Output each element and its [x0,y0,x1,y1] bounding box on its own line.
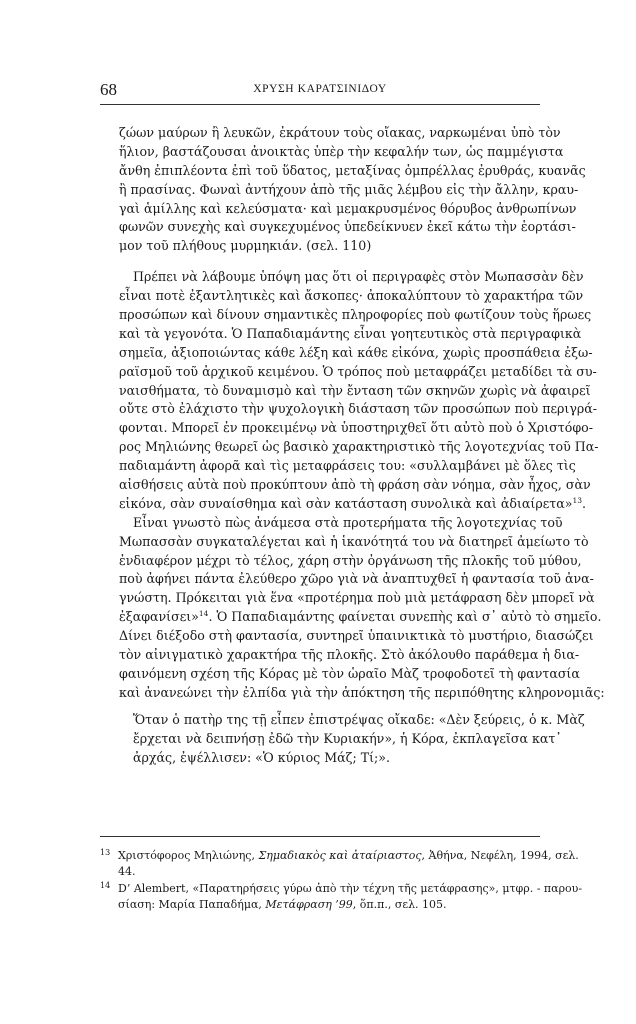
text-line: μον τοῦ πλήθους μυρμηκιάν. (σελ. 110) [119,238,372,254]
quote-line: ἀρχάς, ἐψέλλισεν: «Ὁ κύριος Μάζ; Τί;». [133,749,390,765]
footnote-ref-13[interactable]: 13 [572,495,582,505]
book-title: Μετάφραση ’99 [265,897,353,911]
text-span: εἰκόνα, σὰν συναίσθημα καὶ σὰν κατάσταση συνολικὰ καὶ ἀδιαίρετα» [119,495,573,511]
text-line: ναισθήματα, τὸ δυναμισμὸ καὶ τὴν ἔνταση τῶν σκηνῶν χωρὶς νὰ ἀφαιρεῖ [119,382,591,398]
running-title: ΧΡΥΣΗ ΚΑΡΑΤΣΙΝΙΔΟΥ [253,83,387,95]
running-head [100,80,540,102]
footnote-13 [100,848,579,879]
text-line: παδιαμάντη ἀφορᾶ καὶ τὶς μεταφράσεις του: «συλλαμβάνει μὲ ὅλες τὶς [119,458,576,474]
text-line: Μωπασσὰν συγκαταλέγεται καὶ ἡ ἱκανότητά του νὰ διατηρεῖ ἀμείωτο τὸ [119,533,589,549]
footnote-text: Χριστόφορος Μηλιώνης, [118,849,259,862]
quote-line: Ὅταν ὁ πατὴρ της τῇ εἶπεν ἐπιστρέψας οἴκαδε: «Δὲν ξεύρεις, ὁ κ. Μὰζ [133,711,585,727]
footnote-line: 44. [118,864,136,878]
footnote-14 [100,881,583,912]
footnote-line [118,848,579,864]
text-line: ζώων μαύρων ἢ λευκῶν, ἐκράτουν τοὺς οἴακας, ναρκωμέναι ὑπὸ τὸν [119,125,561,140]
header-rule [100,104,540,105]
text-span: ἐξαφανίσει» [119,609,199,625]
text-line: ἄνθη ἐπιπλέοντα ἐπὶ τοῦ ὕδατος, μεταξίνας ὀμπρέλλας ἐρυθράς, κυανᾶς [119,162,586,178]
footnote-rule [100,836,540,837]
text-line: φονται. Μπορεῖ ἐν προκειμένῳ νὰ ὑποστηριχθεῖ ὅτι αὐτὸ ποὺ ὁ Χριστόφο- [119,420,593,436]
quote-line: ἔρχεται νὰ δειπνήσῃ ἐδῶ τὴν Κυριακήν», ἡ Κόρα, ἐκπλαγεῖσα κατ᾽ [133,730,562,746]
footnote-text: σίαση: Μαρία Παπαδήμα, [118,897,266,911]
text-line: εἰκόνα, σὰν συναίσθημα καὶ σὰν κατάσταση συνολικὰ καὶ ἀδιαίρετα»$^{13}$. [119,495,586,511]
text-line: σημεῖα, ἀξιοποιώντας κάθε λέξη καὶ κάθε εἰκόνα, χωρὶς προσπάθεια ἐξω- [119,344,593,360]
text-line: ἢ πρασίνας. Φωναὶ ἀντήχουν ἀπὸ τῆς μιᾶς λέμβου εἰς τὴν ἄλλην, κραυ- [119,181,579,197]
text-line: γαὶ ἁμίλλης καὶ κελεύσματα· καὶ μεμακρυσμένος θόρυβος ἀνθρωπίνων [119,200,577,216]
page-number: 68 [100,80,117,99]
footnote-number: 14 [100,881,111,890]
text-line: καὶ τὰ γεγονότα. Ὁ Παπαδιαμάντης εἶναι γοητευτικὸς στὰ περιγραφικὰ [119,325,582,341]
text-line: Εἶναι γνωστὸ πὼς ἀνάμεσα στὰ προτερήματα τῆς λογοτεχνίας τοῦ [133,514,563,530]
quote-gap [119,703,521,711]
text-line: ρος Μηλιώνης θεωρεῖ ὡς βασικὸ χαρακτηριστικὸ τῆς λογοτεχνίας τοῦ Πα- [119,439,599,455]
text-line: φαινόμενη σχέση τῆς Κόρας μὲ τὸν ὡραῖο Μὰζ τροφοδοτεῖ τὴ φαντασία [119,665,580,681]
text-span: . Ὁ Παπαδιαμάντης φαίνεται συνεπὴς καὶ σ᾽ αὐτὸ τὸ σημεῖο. [208,609,602,625]
text-line: γνώστη. Πρόκειται γιὰ ἕνα «προτέρημα ποὺ μιὰ μετάφραση δὲν μπορεῖ νὰ [119,590,595,606]
paragraph-1 [119,124,586,256]
paragraph-3 [119,514,605,703]
text-line: αἰσθήσεις αὐτὰ ποὺ προκύπτουν ἀπὸ τὴ φράση σὰν νόημα, σὰν ἦχος, σὰν [119,477,591,493]
text-line: ἥλιον, βαστάζουσαι ἀνοικτὰς ὑπὲρ τὴν κεφαλήν των, ὡς παμμέγιστα [119,143,564,159]
footnote-number: 13 [100,848,111,857]
text-line: ἐνδιαφέρον μέχρι τὸ τέλος, χάρη στὴν ὀργάνωση τῆς πλοκῆς τοῦ μύθου, [119,552,582,568]
book-title: Σημαδιακὸς καὶ ἀταίριαστος [258,849,422,862]
text-line: εἶναι ποτὲ ἐξαντλητικὲς καὶ ἄσκοπες· ἀποκαλύπτουν τὸ χαρακτήρα τῶν [119,288,584,304]
block-quote [119,711,585,768]
text-line: προσώπων καὶ δίνουν σημαντικὲς πληροφορίες ποὺ φωτίζουν τοὺς ἥρωες [119,307,592,323]
footnote-text: , ὅπ.π., σελ. 105. [352,897,447,911]
paragraph-2 [119,268,599,514]
footnote-text: , Ἀθήνα, Νεφέλη, 1994, σελ. [421,849,579,862]
text-line: Πρέπει νὰ λάβουμε ὑπόψη μας ὅτι οἱ περιγραφὲς στὸν Μωπασσὰν δὲν [133,269,584,285]
paragraph-gap [119,256,521,268]
footnote-line [118,897,542,913]
text-line: Δίνει διέξοδο στὴ φαντασία, συντηρεῖ ὑπαινικτικὰ τὸ μυστήριο, διασώζει [119,628,594,644]
text-line: ποὺ ἀφήνει πάντα ἐλεύθερο χῶρο γιὰ νὰ ἀναπτυχθεῖ ἡ φαντασία τοῦ ἀνα- [119,571,594,587]
main-text [119,124,605,767]
text-line [119,608,602,627]
text-line: φωνῶν συνεχὴς καὶ συγκεχυμένος ὑπεδείκνυεν ἐκεῖ κάτω τὴν ἑορτάσι- [119,219,576,235]
footnotes [100,848,583,912]
text-line: τὸν αἰνιγματικὸ χαρακτήρα τῆς πλοκῆς. Στὸ ἀκόλουθο παράθεμα ἡ δια- [119,647,580,663]
footnote-ref-14[interactable]: 14 [198,609,209,619]
text-line: ραϊσμοῦ τοῦ ἀρχικοῦ κειμένου. Ὁ τρόπος ποὺ μεταφράζει μεταδίδει τὰ συ- [119,363,597,379]
text-line: οὔτε στὸ ἐλάχιστο τὴν ψυχολογικὴ διάσταση τῶν προσώπων ποὺ περιγρά- [119,401,598,417]
text-line: καὶ ἀνανεώνει τὴν ἐλπίδα γιὰ τὴν ἀπόκτηση τῆς περιπόθητης κληρονομιᾶς: [119,684,605,700]
footnote-line: D’ Alembert, «Παρατηρήσεις γύρω ἀπὸ τὴν τέχνη τῆς μετάφρασης», μτφρ. - παρου- [118,882,583,895]
